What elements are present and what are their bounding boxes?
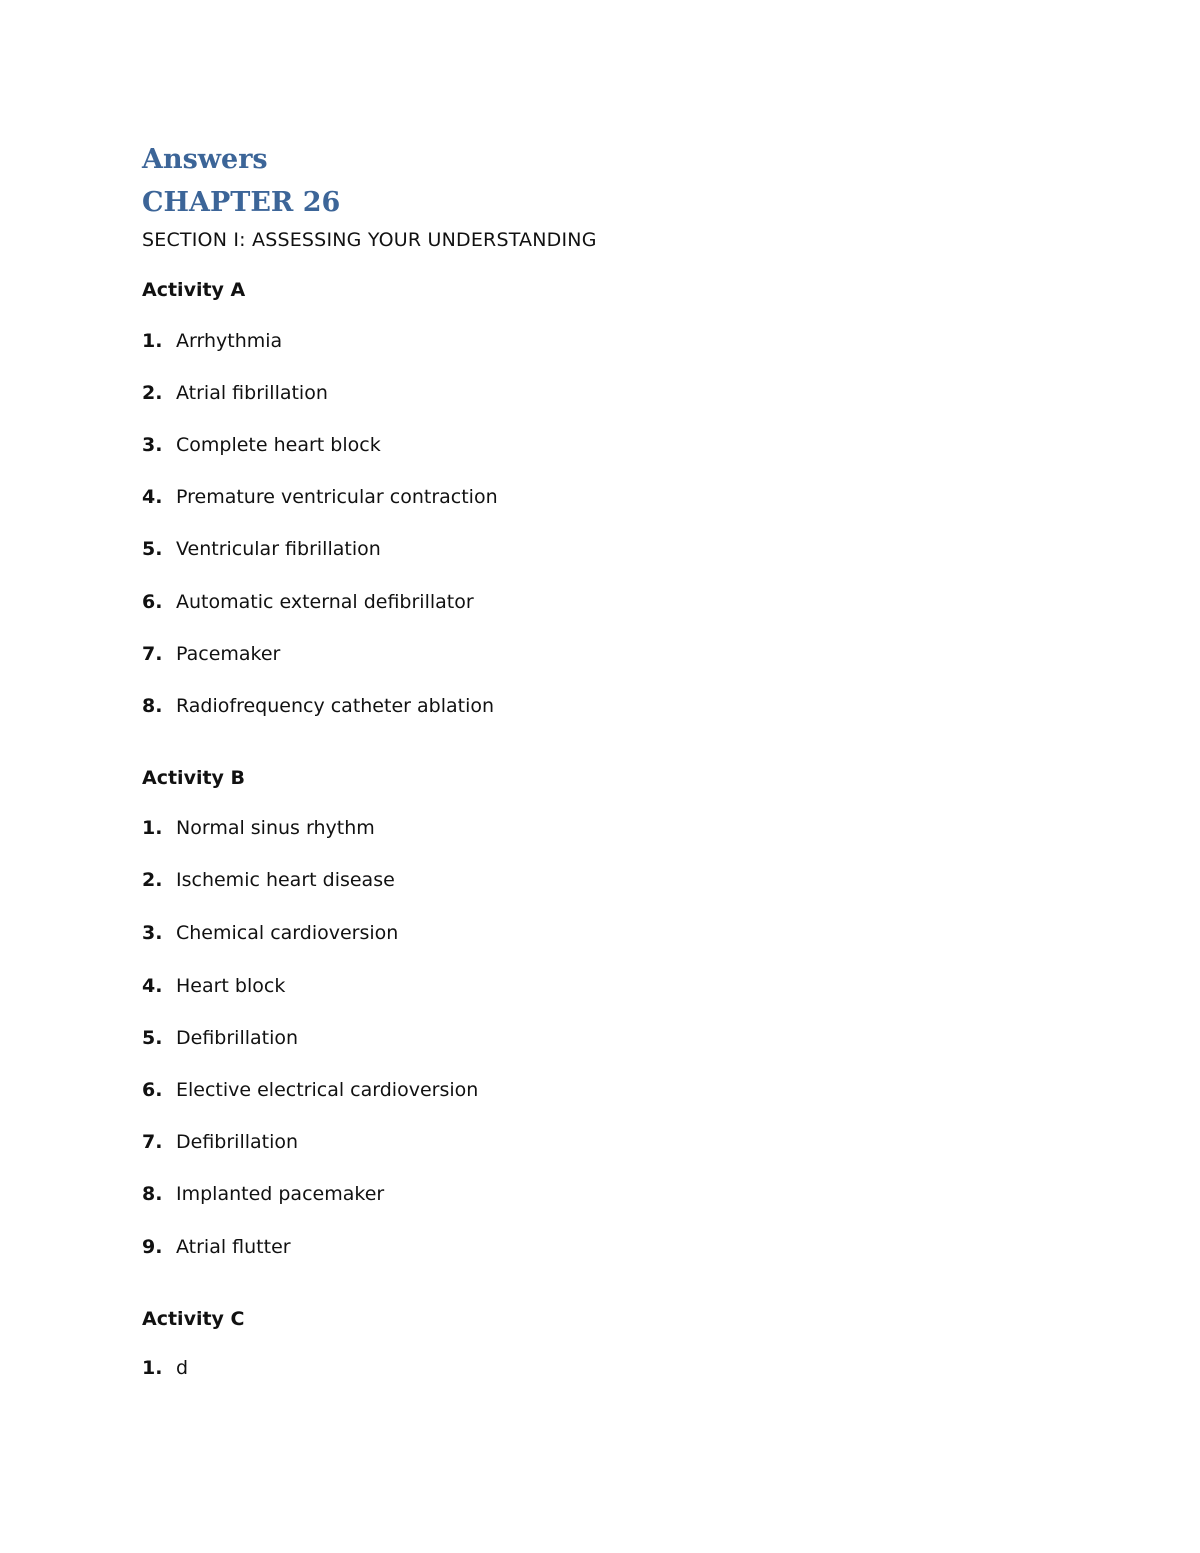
list-item — [142, 694, 494, 718]
list-item — [142, 642, 280, 666]
item-text: Heart block — [176, 975, 286, 997]
item-text: Defibrillation — [176, 1131, 299, 1153]
item-text: Chemical cardioversion — [176, 922, 399, 944]
item-number: 2. — [142, 382, 163, 404]
item-number: 8. — [142, 695, 163, 717]
list-item — [142, 1130, 298, 1154]
list-item — [142, 433, 381, 457]
item-text: Ischemic heart disease — [176, 869, 395, 891]
item-number: 4. — [142, 975, 163, 997]
item-number: 1. — [142, 330, 163, 352]
item-text: Complete heart block — [176, 434, 381, 456]
section-heading: SECTION I: ASSESSING YOUR UNDERSTANDING — [142, 229, 597, 251]
item-number: 4. — [142, 486, 163, 508]
list-item — [142, 1356, 188, 1380]
item-number: 7. — [142, 1131, 163, 1153]
item-number: 1. — [142, 1357, 163, 1379]
item-text: Normal sinus rhythm — [176, 817, 375, 839]
list-item — [142, 381, 328, 405]
item-text: Pacemaker — [176, 643, 281, 665]
item-number: 6. — [142, 1079, 163, 1101]
item-text: Defibrillation — [176, 1027, 299, 1049]
list-item — [142, 537, 381, 561]
item-number: 5. — [142, 1027, 163, 1049]
list-item — [142, 485, 498, 509]
item-number: 1. — [142, 817, 163, 839]
item-number: 3. — [142, 434, 163, 456]
list-item — [142, 1182, 384, 1206]
item-number: 9. — [142, 1236, 163, 1258]
item-text: Radiofrequency catheter ablation — [176, 695, 495, 717]
page-title: Answers — [142, 144, 268, 175]
item-text: d — [176, 1357, 189, 1379]
item-text: Implanted pacemaker — [176, 1183, 385, 1205]
item-number: 5. — [142, 538, 163, 560]
activity-c-heading: Activity C — [142, 1308, 245, 1330]
item-number: 8. — [142, 1183, 163, 1205]
item-text: Premature ventricular contraction — [176, 486, 498, 508]
list-item — [142, 1078, 478, 1102]
chapter-heading: CHAPTER 26 — [142, 187, 341, 218]
item-text: Arrhythmia — [176, 330, 283, 352]
activity-a-heading: Activity A — [142, 279, 246, 301]
item-number: 7. — [142, 643, 163, 665]
item-text: Ventricular fibrillation — [176, 538, 381, 560]
item-number: 2. — [142, 869, 163, 891]
list-item — [142, 974, 285, 998]
item-text: Atrial flutter — [176, 1236, 291, 1258]
list-item — [142, 868, 395, 892]
list-item — [142, 329, 282, 353]
item-text: Elective electrical cardioversion — [176, 1079, 479, 1101]
list-item — [142, 1026, 298, 1050]
item-text: Automatic external defibrillator — [176, 591, 474, 613]
item-text: Atrial fibrillation — [176, 382, 328, 404]
item-number: 6. — [142, 591, 163, 613]
list-item — [142, 816, 375, 840]
list-item — [142, 1235, 291, 1259]
item-number: 3. — [142, 922, 163, 944]
list-item — [142, 921, 398, 945]
activity-b-heading: Activity B — [142, 767, 246, 789]
list-item — [142, 590, 474, 614]
